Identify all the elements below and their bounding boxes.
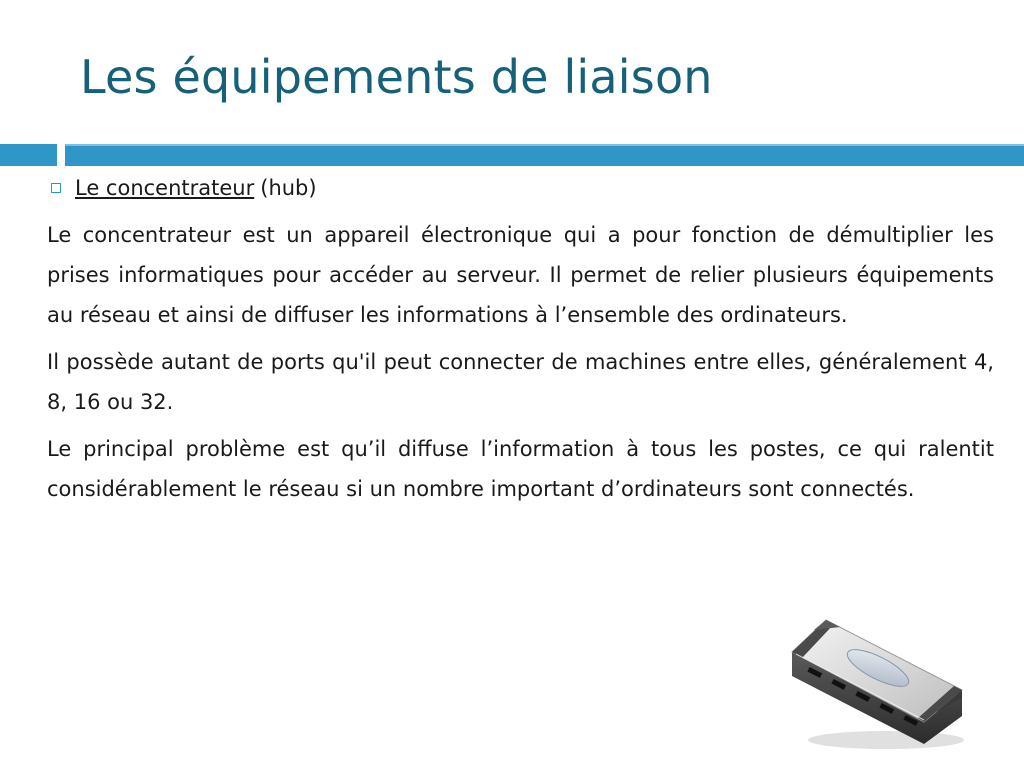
square-bullet-icon: [51, 183, 61, 193]
bullet-suffix: (hub): [260, 176, 317, 200]
paragraph-ports: Il possède autant de ports qu'il peut connecter de machines entre elles, généralement 4, 8, 16 ou 32.: [47, 350, 994, 414]
paragraph-definition: Le concentrateur est un appareil électronique qui a pour fonction de démultiplier les prises informatiques pour accéder au serveur. Il permet de relier plusieurs équipements au réseau et ainsi de diffuser les informations à l’ensemble des ordinateurs.: [47, 223, 994, 327]
slide-title: Les équipements de liaison: [80, 50, 713, 104]
usb-hub-device-image: [786, 612, 966, 752]
accent-bar-right: [65, 144, 1024, 166]
accent-bar-gap: [57, 144, 65, 166]
accent-bar-left: [0, 144, 57, 166]
slide-content: [47, 168, 994, 509]
paragraph-problem: Le principal problème est qu’il diffuse l’information à tous les postes, ce qui ralentit considérablement le réseau si un nombre important d’ordinateurs sont connectés.: [47, 437, 994, 501]
concentrateur-link[interactable]: Le concentrateur: [75, 176, 255, 200]
bullet-item: [47, 168, 994, 208]
